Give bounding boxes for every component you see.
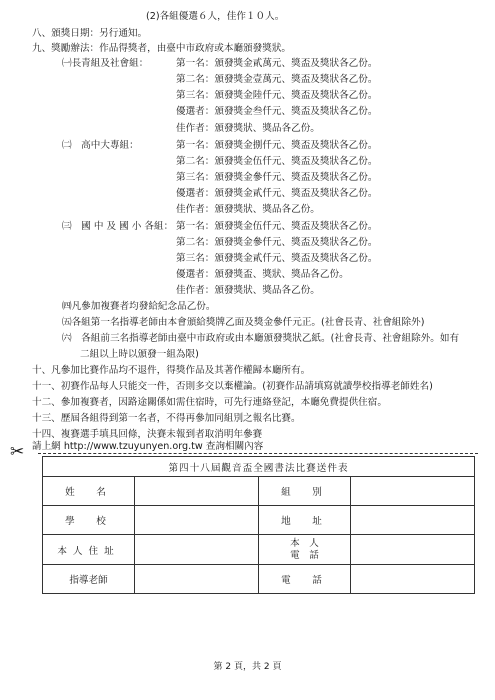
text-line-teacher-certificate: ㈥ 各組前三名指導老師由臺中市政府或由本廳頒發獎狀乙紙。(社會長青、社會組除外。如有 [62,333,460,344]
prize-line: 佳作者：頒發獎狀、獎品各乙份。 [176,123,320,134]
teacher-phone-label: 電 話 [259,565,351,594]
text-line-13: 十三、歷屆各組得到第一名者，不得再參加同組別之報名比賽。 [32,413,301,424]
prize-line: 第二名：頒發獎金壹萬元、獎盃及獎狀各乙份。 [176,74,378,85]
prize-line: 優選者：頒發獎金貳仟元、獎盃及獎狀各乙份。 [176,188,378,199]
name-field[interactable] [135,477,259,506]
scissors-icon: ✂ [10,442,25,462]
personal-phone-label [259,535,351,565]
text-line-14: 十四、複賽選手填具回條，決賽未報到者取消明年參賽 [32,429,263,440]
text-line-teacher-prize: ㈤各組第一名指導老師由本會頒給獎牌乙面及獎金參仟元正。(社會長青、社會組除外) [62,317,425,328]
text-line-teacher-certificate-cont: 二組以上時以頒發一組為限) [80,349,199,360]
text-line-souvenir: ㈣凡參加複賽者均發給紀念品乙份。 [62,301,216,312]
prize-line: 優選者：頒發獎金叁仟元、獎盃及獎狀各乙份。 [176,106,378,117]
text-line-3: 九、獎勵辦法：作品得獎者，由臺中市政府或本廳頒發獎狀。 [32,43,292,54]
prize-line: 第三名：頒發獎金參仟元、獎盃及獎狀各乙份。 [176,172,378,183]
address-label: 地 址 [259,506,351,535]
group-field[interactable] [351,477,475,506]
page-footer: 第 2 頁，共 2 頁 [213,662,282,672]
school-field[interactable] [135,506,259,535]
personal-phone-label-line2: 電 話 [290,549,319,561]
home-address-field[interactable] [135,535,259,565]
prize-line: 佳作者：頒發獎狀、獎品各乙份。 [176,204,320,215]
group-heading-highschool: ㈡ 高中大專組： [62,140,139,151]
group-heading-senior: ㈠長青組及社會組： [62,58,149,69]
prize-line: 第一名：頒發獎金貳萬元、獎盃及獎狀各乙份。 [176,58,378,69]
entry-form-table [42,456,475,594]
personal-phone-field[interactable] [351,535,475,565]
school-label: 學 校 [43,506,135,535]
address-field[interactable] [351,506,475,535]
text-line-10: 十、凡參加比賽作品均不退件，得獎作品及其著作權歸本廳所有。 [32,365,311,376]
teacher-label: 指導老師 [43,565,135,594]
prize-line: 第二名：頒發獎金參仟元、獎盃及獎狀各乙份。 [176,237,378,248]
text-line-1: (2)各組優選６人，佳作１０人。 [146,11,285,22]
name-label: 姓 名 [43,477,135,506]
personal-phone-label-line1: 本 人 [290,537,319,549]
group-label: 組 別 [259,477,351,506]
prize-line: 第二名：頒發獎金伍仟元、獎盃及獎狀各乙份。 [176,156,378,167]
text-line-2: 八、頒獎日期：另行通知。 [32,28,148,39]
prize-line: 第三名：頒發獎金貳仟元、獎盃及獎狀各乙份。 [176,253,378,264]
prize-line: 優選者：頒發獎盃、獎狀、獎品各乙份。 [176,269,349,280]
group-heading-junior: ㈢ 國 中 及 國 小 各組： [62,221,174,232]
cut-line [38,453,478,454]
prize-line: 第一名：頒發獎金伍仟元、獎盃及獎狀各乙份。 [176,221,378,232]
text-line-11: 十一、初賽作品每人只能交一件，否則多交以棄權論。(初賽作品請填寫就讀學校指導老師姓名) [32,381,433,392]
form-title: 第四十八屆觀音盃全國書法比賽送件表 [43,457,475,477]
text-line-12: 十二、參加複賽者，因路途關係如需住宿時，可先行連絡登記，本廳免費提供住宿。 [32,397,387,408]
home-address-label: 本人住址 [43,535,135,565]
prize-line: 佳作者：頒發獎狀、獎品各乙份。 [176,285,320,296]
teacher-phone-field[interactable] [351,565,475,594]
prize-line: 第一名：頒發獎金捌仟元、獎盃及獎狀各乙份。 [176,140,378,151]
teacher-field[interactable] [135,565,259,594]
prize-line: 第三名：頒發獎金陸仟元、獎盃及獎狀各乙份。 [176,90,378,101]
website-line: 請上網 http://www.tzuyunyen.org.tw 查詢相關內容 [32,441,264,452]
